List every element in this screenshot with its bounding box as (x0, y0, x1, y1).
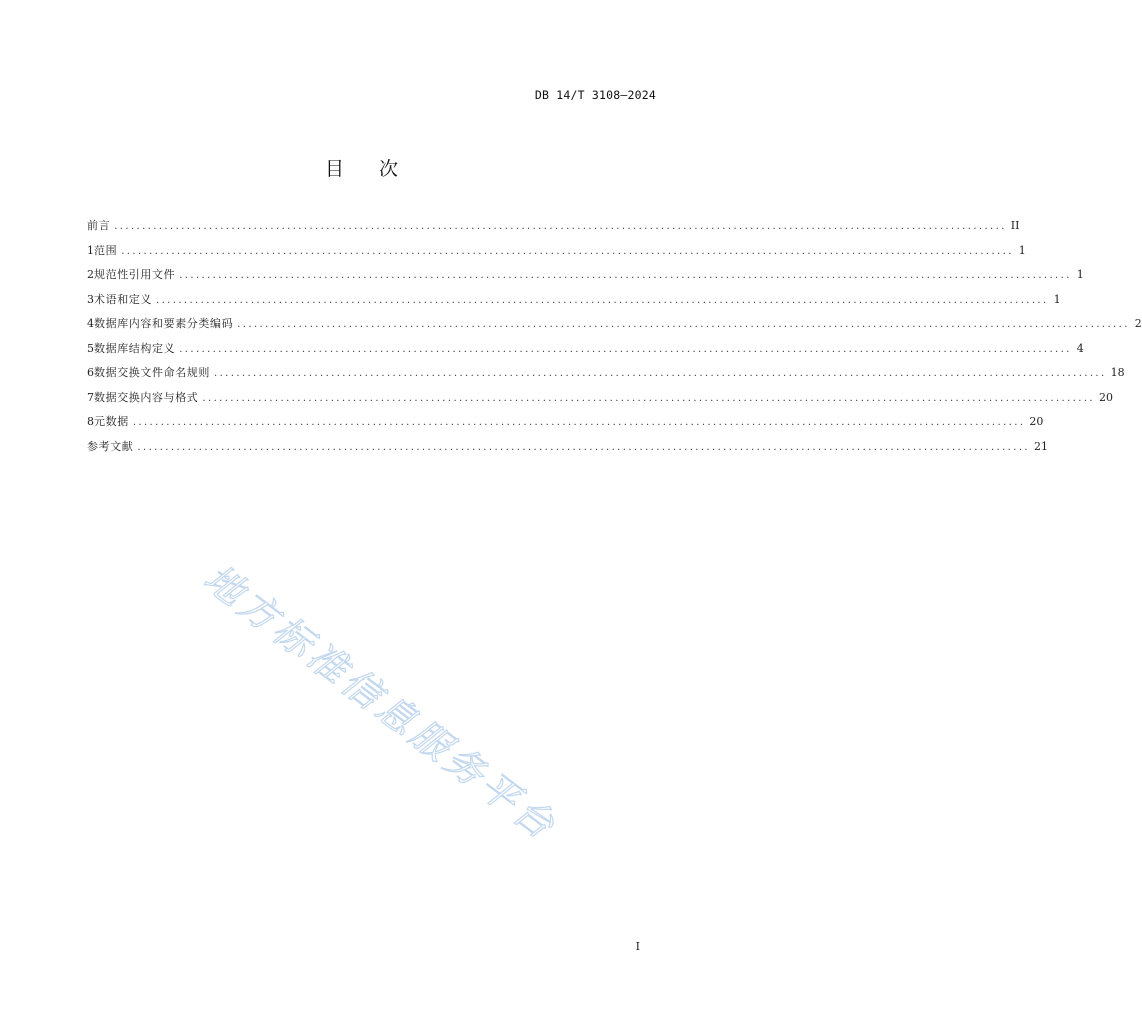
toc-dot-leader: ................................................................................................................................................................ (202, 392, 1095, 404)
toc-entry-page: 20 (1099, 390, 1113, 404)
toc-entry-number: 4 (87, 317, 94, 330)
toc-dot-leader: ................................................................................................................................................................ (237, 319, 1130, 330)
toc-entry-page: 1 (1053, 292, 1061, 306)
toc-entry-page: 21 (1034, 439, 1048, 453)
toc-entry-number: 3 (87, 292, 94, 306)
page-number: I (635, 940, 640, 953)
toc-entry-page: 18 (1110, 366, 1125, 379)
toc-dot-leader: ................................................................................................................................................................ (132, 417, 1026, 428)
toc-entry-label: 数据库结构定义 (94, 341, 176, 355)
toc-dot-leader: ................................................................................................................................................................ (121, 245, 1014, 257)
toc-entry-page: II (1010, 219, 1020, 232)
toc-entry-terms-definitions[interactable] (87, 291, 1061, 316)
toc-entry-normative-references[interactable] (87, 266, 1084, 291)
toc-dot-leader: ................................................................................................................................................................ (179, 270, 1072, 281)
toc-dot-leader: ................................................................................................................................................................ (179, 343, 1072, 355)
toc-entry-page: 2 (1134, 317, 1142, 330)
toc-entry-bibliography[interactable] (87, 438, 1048, 463)
toc-entry-page: 1 (1018, 243, 1026, 257)
toc-entry-exchange-content-format[interactable] (87, 389, 1113, 414)
watermark: 地方标准信息服务平台 (195, 555, 566, 850)
toc-entry-foreword[interactable] (87, 217, 1020, 242)
toc-entry-number: 2 (87, 268, 94, 281)
toc-entry-number: 8 (87, 415, 94, 428)
toc-entry-page: 1 (1076, 268, 1084, 281)
toc-entry-label: 规范性引用文件 (94, 268, 176, 281)
toc-dot-leader: ................................................................................................................................................................ (114, 221, 1007, 232)
toc-entry-database-content-coding[interactable] (87, 315, 1142, 340)
toc-entry-label: 数据交换内容与格式 (94, 390, 199, 404)
toc-entry-page: 20 (1029, 415, 1044, 428)
toc-entry-label: 数据交换文件命名规则 (94, 366, 210, 379)
toc-entry-label: 范围 (94, 243, 118, 257)
toc-entry-number: 7 (87, 390, 94, 404)
toc-title-char-1: 目 (324, 158, 345, 180)
toc-dot-leader: ................................................................................................................................................................ (156, 294, 1049, 306)
toc-title (0, 154, 724, 181)
toc-entry-exchange-file-naming[interactable] (87, 364, 1125, 389)
toc-entry-label: 数据库内容和要素分类编码 (94, 317, 234, 330)
toc-title-char-2: 次 (379, 158, 400, 180)
toc-list (87, 217, 1142, 462)
toc-entry-scope[interactable] (87, 242, 1026, 267)
toc-entry-database-structure[interactable] (87, 340, 1084, 365)
toc-entry-label: 前言 (87, 219, 111, 232)
toc-entry-label: 元数据 (94, 415, 129, 428)
toc-dot-leader: ................................................................................................................................................................ (214, 368, 1107, 379)
toc-dot-leader: ................................................................................................................................................................ (137, 441, 1030, 453)
toc-entry-number: 6 (87, 366, 94, 379)
toc-entry-page: 4 (1076, 341, 1084, 355)
toc-entry-number: 5 (87, 341, 94, 355)
toc-entry-label: 术语和定义 (94, 292, 152, 306)
document-code: DB 14/T 3108—2024 (534, 88, 656, 102)
toc-entry-number: 1 (87, 243, 94, 257)
toc-entry-metadata[interactable] (87, 413, 1044, 438)
toc-entry-label: 参考文献 (87, 439, 134, 453)
